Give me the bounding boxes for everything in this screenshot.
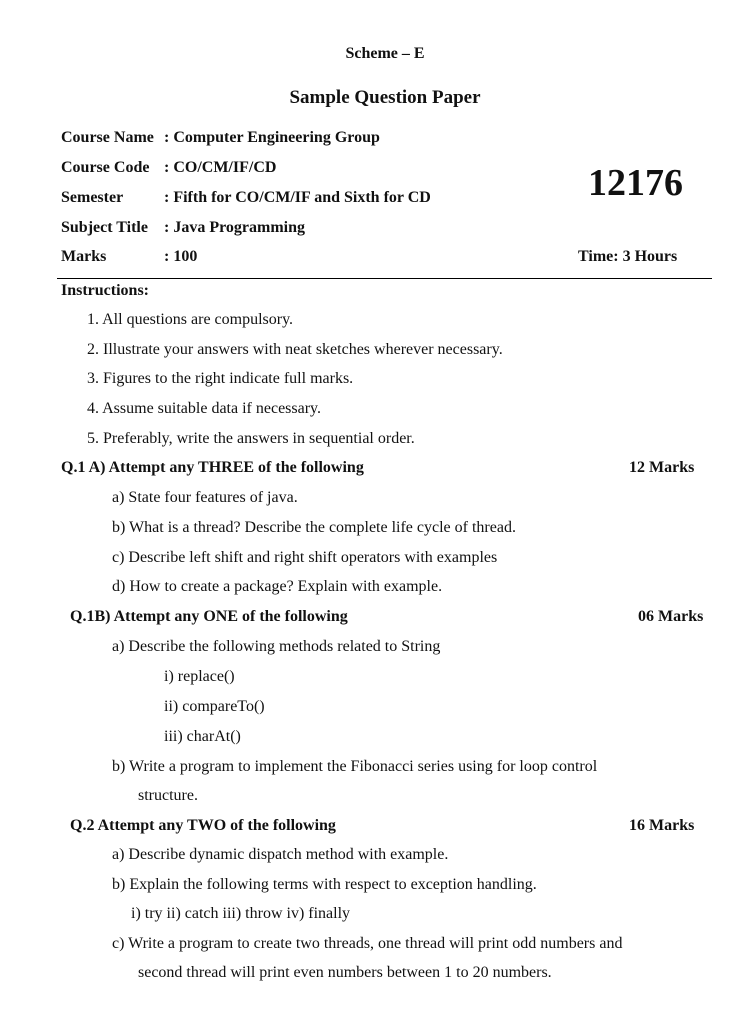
subject-title-value: : Java Programming [164,219,306,236]
q2-item-c-cont: second thread will print even numbers between 1 to 20 numbers. [138,964,552,981]
q1a-heading: Q.1 A) Attempt any THREE of the following [61,459,364,476]
semester-label: Semester [61,189,124,206]
course-code-label: Course Code [61,159,150,176]
q2-item-c: c) Write a program to create two threads, one thread will print odd numbers and [112,935,623,952]
q1a-item: b) What is a thread? Describe the complete life cycle of thread. [112,519,516,536]
paper-code: 12176 [588,162,683,204]
instruction-item: 5. Preferably, write the answers in sequential order. [87,430,415,447]
q2-marks: 16 Marks [629,817,695,834]
q1a-item: a) State four features of java. [112,489,298,506]
marks-label: Marks [61,248,107,265]
q1b-sub-item: ii) compareTo() [164,698,265,715]
q1b-marks: 06 Marks [638,608,704,625]
subject-title-label: Subject Title [61,219,148,236]
header-divider [57,278,712,279]
q1b-sub-item: iii) charAt() [164,728,241,745]
marks-value: : 100 [164,248,198,265]
q1b-item-a: a) Describe the following methods related to String [112,638,441,655]
course-code-value: : CO/CM/IF/CD [164,159,277,176]
paper-title: Sample Question Paper [289,87,481,108]
time-value: Time: 3 Hours [578,248,678,265]
instructions-heading: Instructions: [61,282,150,299]
instruction-item: 3. Figures to the right indicate full marks. [87,370,354,387]
instruction-item: 1. All questions are compulsory. [87,311,294,328]
q1a-item: c) Describe left shift and right shift operators with examples [112,549,498,566]
q1b-item-b-cont: structure. [138,787,198,804]
q1a-item: d) How to create a package? Explain with example. [112,578,443,595]
q1a-marks: 12 Marks [629,459,695,476]
instruction-item: 4. Assume suitable data if necessary. [87,400,322,417]
q2-heading: Q.2 Attempt any TWO of the following [70,817,336,834]
scheme-label: Scheme – E [345,45,425,62]
q2-item-b-sub: i) try ii) catch iii) throw iv) finally [131,905,351,922]
q1b-heading: Q.1B) Attempt any ONE of the following [70,608,348,625]
q1b-item-b: b) Write a program to implement the Fibonacci series using for loop control [112,758,598,775]
course-name-value: : Computer Engineering Group [164,129,380,146]
instruction-item: 2. Illustrate your answers with neat sketches wherever necessary. [87,341,503,358]
q2-item-b: b) Explain the following terms with respect to exception handling. [112,876,537,893]
q1b-sub-item: i) replace() [164,668,235,685]
q2-item-a: a) Describe dynamic dispatch method with example. [112,846,449,863]
semester-value: : Fifth for CO/CM/IF and Sixth for CD [164,189,431,206]
course-name-label: Course Name [61,129,154,146]
